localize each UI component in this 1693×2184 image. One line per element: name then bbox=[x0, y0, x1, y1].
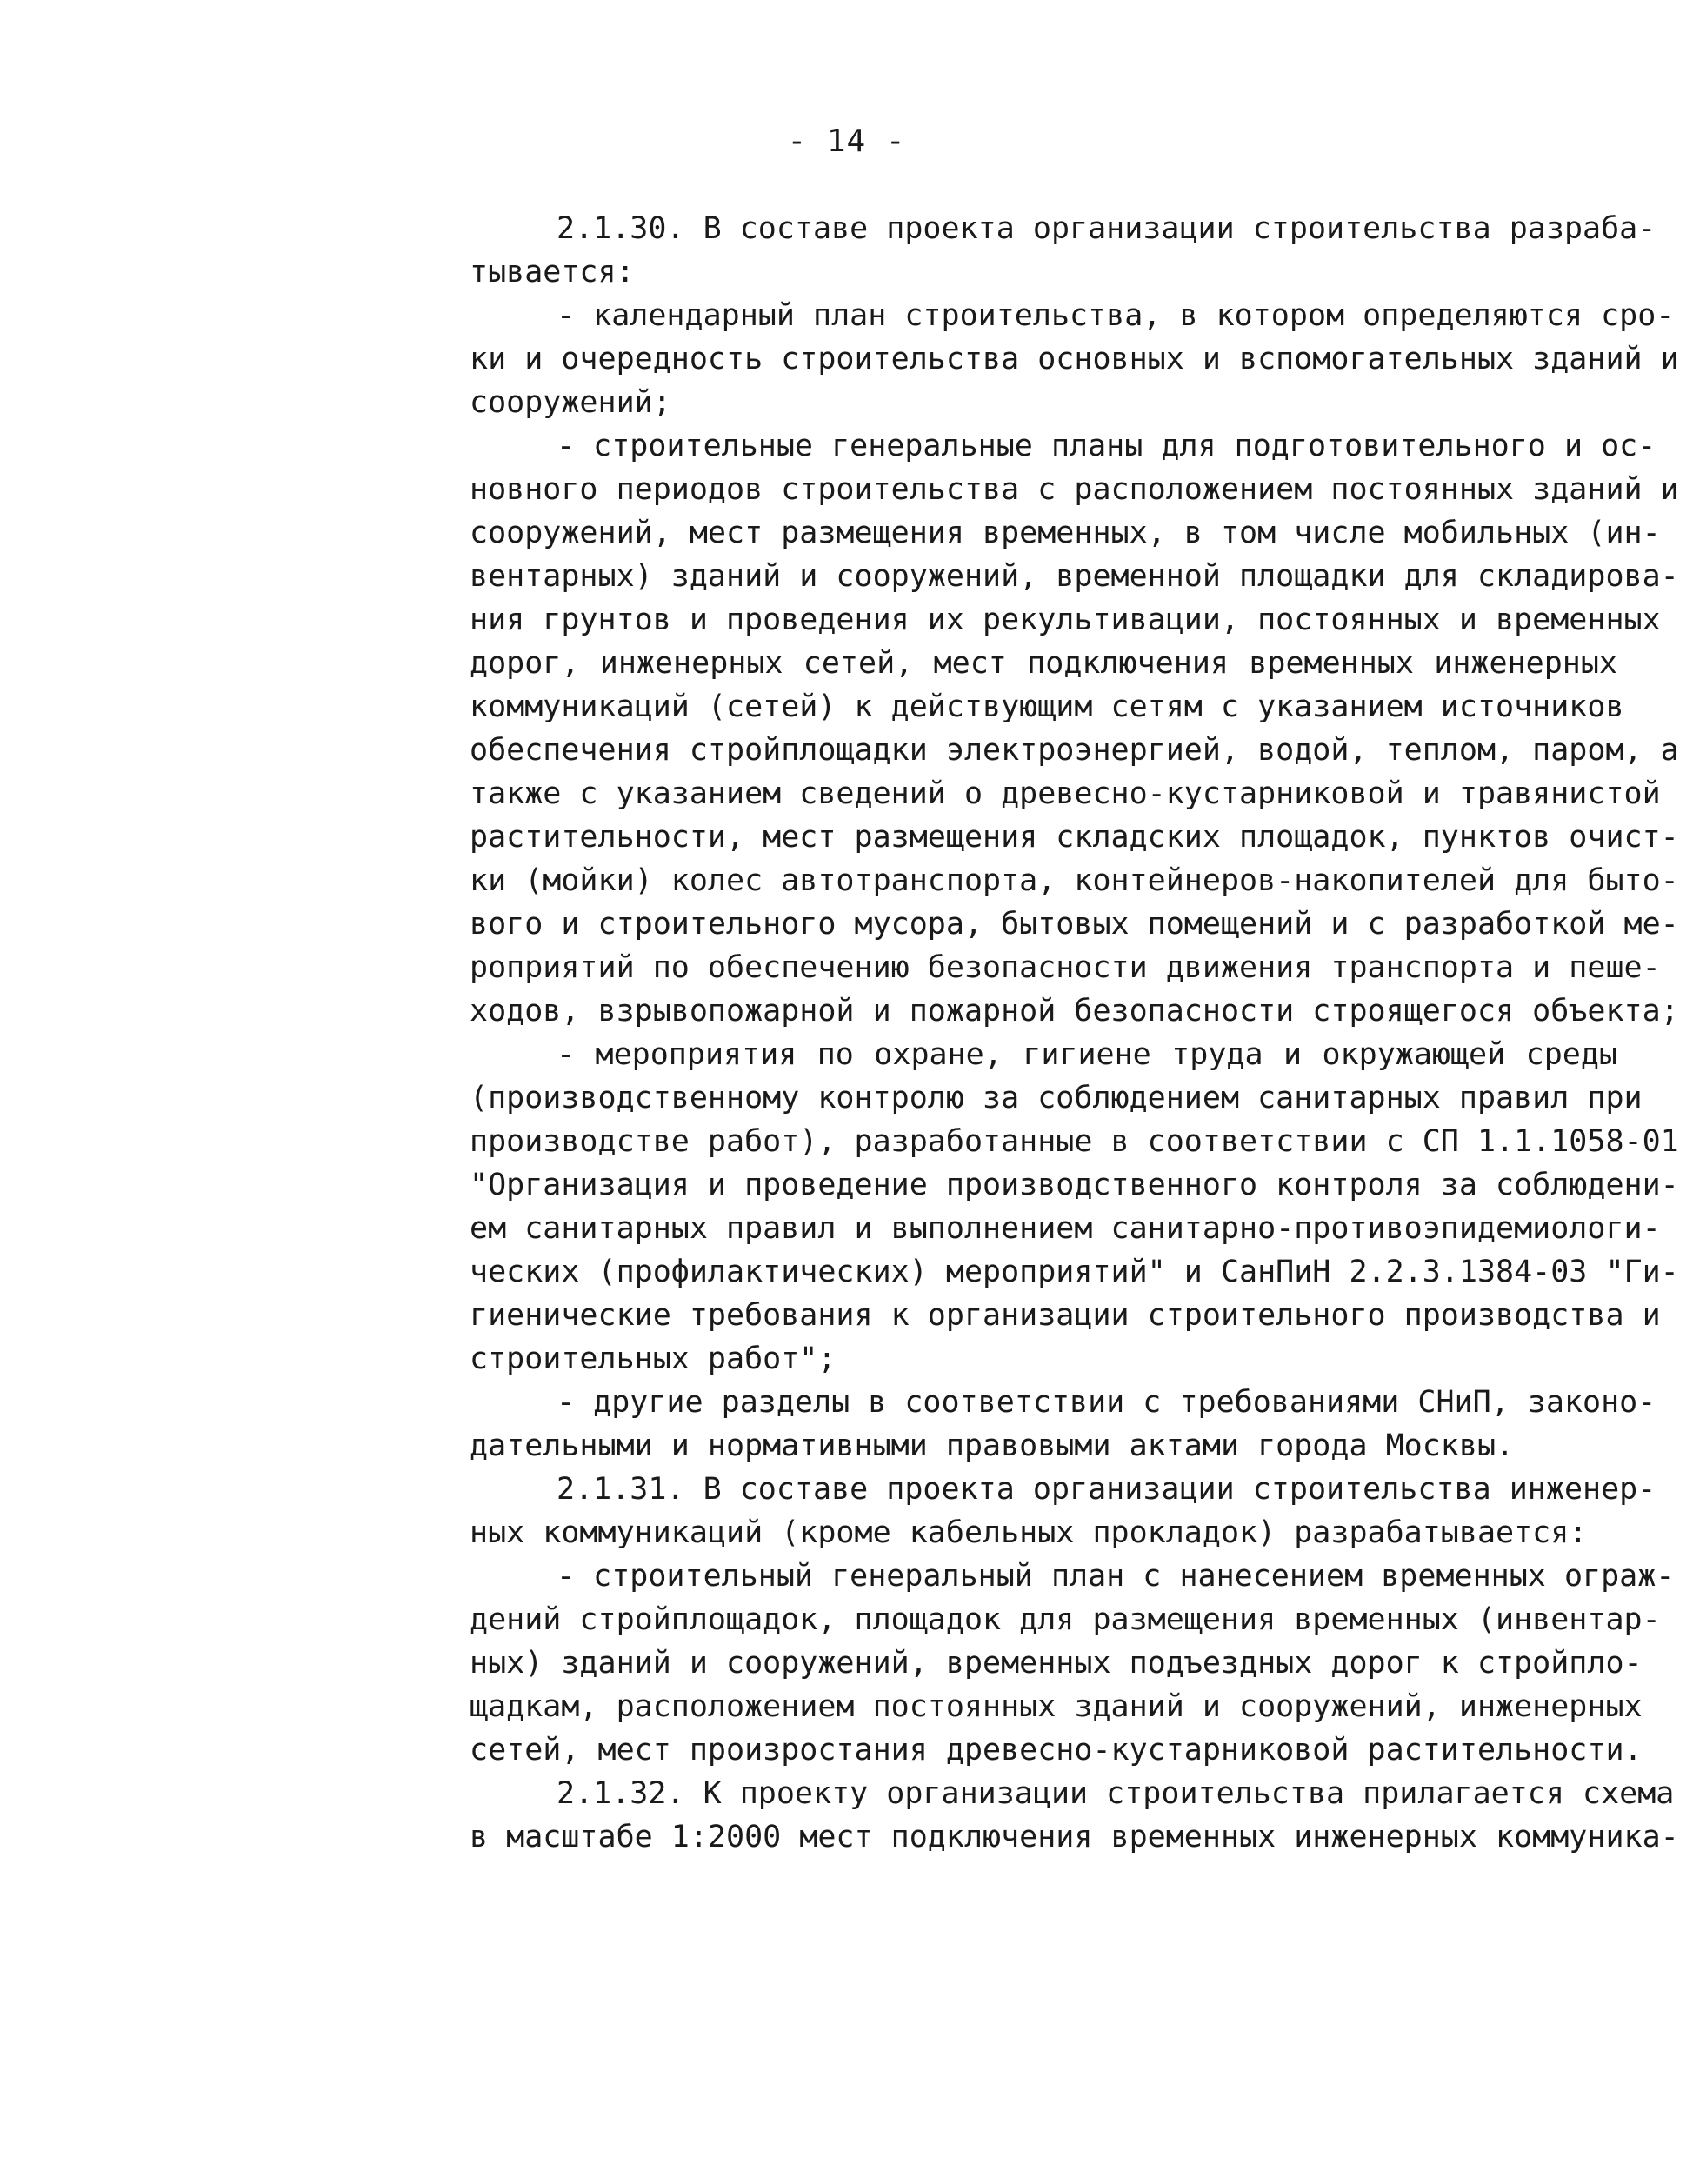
text-line: строительных работ"; bbox=[470, 1342, 837, 1376]
text-line: ходов, взрывопожарной и пожарной безопасности строящегося объекта; bbox=[470, 994, 1679, 1029]
text-line: ческих (профилактических) мероприятий" и СанПиН 2.2.3.1384-03 "Ги- bbox=[470, 1255, 1679, 1289]
text-line: 2.1.32. К проекту организации строительства прилагается схема bbox=[557, 1776, 1675, 1811]
text-line: производстве работ), разработанные в соответствии с СП 1.1.1058-01 bbox=[470, 1124, 1679, 1159]
text-line: тывается: bbox=[470, 255, 635, 290]
text-line: дательными и нормативными правовыми актами города Москвы. bbox=[470, 1428, 1515, 1463]
text-line: - другие разделы в соответствии с требованиями СНиП, законо- bbox=[557, 1385, 1656, 1420]
text-line: обеспечения стройплощадки электроэнергией, водой, теплом, паром, а bbox=[470, 733, 1679, 768]
text-line: ки и очередность строительства основных и вспомогательных зданий и bbox=[470, 342, 1679, 376]
text-line: гиенические требования к организации строительного производства и bbox=[470, 1298, 1661, 1333]
text-line: дорог, инженерных сетей, мест подключения временных инженерных bbox=[470, 646, 1617, 681]
text-line: сетей, мест произростания древесно-кустарниковой растительности. bbox=[470, 1733, 1643, 1768]
text-line: новного периодов строительства с расположением постоянных зданий и bbox=[470, 472, 1679, 507]
text-line: сооружений, мест размещения временных, в том числе мобильных (ин- bbox=[470, 516, 1661, 550]
text-line: дений стройплощадок, площадок для размещения временных (инвентар- bbox=[470, 1602, 1661, 1637]
text-line: ния грунтов и проведения их рекультивации, постоянных и временных bbox=[470, 603, 1661, 637]
text-line: роприятий по обеспечению безопасности движения транспорта и пеше- bbox=[470, 950, 1661, 985]
text-line: также с указанием сведений о древесно-кустарниковой и травянистой bbox=[470, 776, 1661, 811]
text-line: ных) зданий и сооружений, временных подъездных дорог к стройпло- bbox=[470, 1646, 1643, 1681]
text-line: в масштабе 1:2000 мест подключения временных инженерных коммуника- bbox=[470, 1820, 1679, 1854]
text-line: - мероприятия по охране, гигиене труда и окружающей среды bbox=[557, 1037, 1617, 1072]
text-line: растительности, мест размещения складских площадок, пунктов очист- bbox=[470, 820, 1679, 855]
text-line: ем санитарных правил и выполнением санитарно-противоэпидемиологи- bbox=[470, 1211, 1661, 1246]
text-line: - строительный генеральный план с нанесением временных ограж- bbox=[557, 1559, 1675, 1594]
text-line: 2.1.31. В составе проекта организации строительства инженер- bbox=[557, 1472, 1656, 1507]
text-line: ки (мойки) колес автотранспорта, контейнеров-накопителей для быто- bbox=[470, 863, 1679, 898]
text-line: "Организация и проведение производственного контроля за соблюдени- bbox=[470, 1168, 1679, 1202]
text-line: вого и строительного мусора, бытовых помещений и с разработкой ме- bbox=[470, 907, 1679, 942]
text-line: щадкам, расположением постоянных зданий и сооружений, инженерных bbox=[470, 1689, 1643, 1724]
text-line: - строительные генеральные планы для подготовительного и ос- bbox=[557, 429, 1656, 463]
text-line: вентарных) зданий и сооружений, временной площадки для складирова- bbox=[470, 559, 1679, 594]
text-line: сооружений; bbox=[470, 385, 671, 420]
text-line: (производственному контролю за соблюдением санитарных правил при bbox=[470, 1081, 1643, 1115]
body-text bbox=[470, 207, 1679, 1859]
text-line: - календарный план строительства, в котором определяются сро- bbox=[557, 298, 1675, 333]
text-line: ных коммуникаций (кроме кабельных прокладок) разрабатывается: bbox=[470, 1515, 1588, 1550]
page-number: - 14 - bbox=[787, 123, 906, 159]
text-line: 2.1.30. В составе проекта организации строительства разраба- bbox=[557, 211, 1656, 246]
text-line: коммуникаций (сетей) к действующим сетям с указанием источников bbox=[470, 689, 1624, 724]
